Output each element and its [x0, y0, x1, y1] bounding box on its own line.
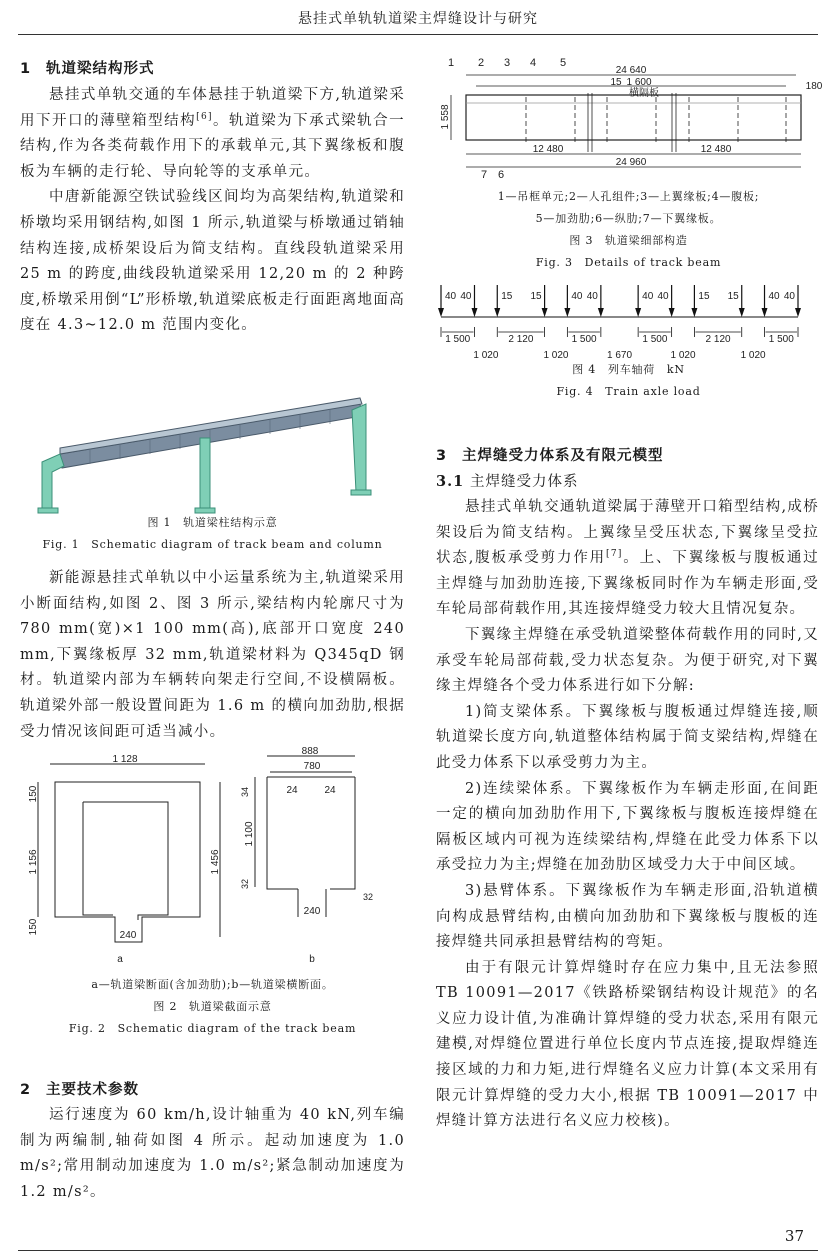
- load-label: 40: [783, 291, 795, 302]
- subfigure-label: a: [117, 954, 123, 965]
- section-title: 轨道梁结构形式: [46, 61, 155, 77]
- figure-1-caption: [20, 512, 405, 556]
- load-arrow-head: [438, 308, 444, 317]
- load-arrow-head: [471, 308, 477, 317]
- beam-side: [60, 404, 362, 468]
- left-column: [20, 56, 405, 339]
- load-arrow-head: [494, 308, 500, 317]
- figure-caption-cn: 图 4 列车轴荷 kN: [572, 363, 685, 376]
- figure-4-axle-load-chart: [436, 280, 826, 362]
- paragraph: 悬挂式单轨交通轨道梁属于薄壁开口箱型结构,成桥架设后为简支结构。上翼缘呈受压状态,下翼缘呈受拉状态,腹板承受剪力作用[7]。上、下翼缘板与腹板通过主焊缝与加劲肋连接,下翼缘板同时作为车辆走形面,受车轮局部荷载作用,其连接焊缝受力较大且情况复杂。: [436, 499, 819, 618]
- figure-legend: 1—吊框单元;2—人孔组件;3—上翼缘板;4—腹板;: [497, 190, 760, 203]
- load-arrow-head: [739, 308, 745, 317]
- spacing-label: 1 020: [543, 350, 569, 361]
- dim-label: 24: [286, 785, 298, 796]
- svg-text:2: 2: [478, 57, 485, 69]
- dim-label: 1 156: [28, 849, 39, 875]
- dim-label: 240: [303, 906, 321, 917]
- spacing-label: 1 020: [670, 350, 696, 361]
- citation: [7]: [606, 549, 623, 560]
- paragraph: 新能源悬挂式单轨以中小运量系统为主,轨道梁采用小断面结构,如图 2、图 3 所示,梁结构内轮廓尺寸为 780 mm(宽)×1 100 mm(高),底部开口宽度 240 mm,下翼缘板厚 32 mm,轨道梁材料为 Q345qD 钢材。轨道梁内部为车辆转向架走行空间,不设横隔板。轨道梁外部一般设置间距为 1.6 m 的横向加劲肋,根据受力情况该间距可适当减小。: [20, 570, 405, 740]
- dim-label: 12 480: [700, 144, 732, 155]
- paragraph: 运行速度为 60 km/h,设计轴重为 40 kN,列车编制为两编制,轴荷如图 4 所示。起动加速度为 1.0 m/s²;常用制动加速度为 1.0 m/s²;紧急制动加速度为 1.2 m/s²。: [20, 1107, 405, 1200]
- subsection-number: 3.1: [436, 473, 465, 490]
- section-number: 3: [436, 448, 448, 464]
- load-label: 40: [460, 291, 472, 302]
- dim-label: 1 456: [210, 849, 221, 875]
- load-arrow-head: [795, 308, 801, 317]
- load-arrow-head: [564, 308, 570, 317]
- figure-legend: 5—加劲肋;6—纵肋;7—下翼缘板。: [535, 212, 722, 225]
- dim-label: 240: [119, 930, 137, 941]
- subsection-3-1-heading: [436, 469, 819, 495]
- load-label: 40: [642, 291, 654, 302]
- load-label: 40: [571, 291, 583, 302]
- spacing-label: 1 020: [473, 350, 499, 361]
- load-label: 15: [698, 291, 710, 302]
- dim-label: 1 100: [244, 821, 255, 847]
- dim-label: 1 558: [440, 104, 451, 130]
- figure-1-track-beam-3d: [30, 392, 380, 517]
- load-label: 40: [586, 291, 598, 302]
- load-label: 40: [445, 291, 457, 302]
- stiffeners: [526, 97, 786, 145]
- dim-label: 24: [324, 785, 336, 796]
- dim-label: 横隔板: [629, 88, 659, 99]
- spacing-label: 1 670: [606, 350, 633, 361]
- dim-label: 15: [610, 77, 622, 88]
- footer-rule: [18, 1250, 818, 1251]
- figure-caption-cn: 图 2 轨道梁截面示意: [153, 1000, 272, 1013]
- running-header: 悬挂式单轨轨道梁主焊缝设计与研究: [298, 11, 538, 27]
- paragraph: 悬挂式单轨交通的车体悬挂于轨道梁下方,轨道梁采用下开口的薄壁箱型结构[6]。轨道梁为下承式梁轨合一结构,作为各类荷载作用下的承载单元,其下翼缘板和腹板为车辆的走行轮、导向轮等的支承单元。: [20, 87, 405, 180]
- section-b: [240, 746, 373, 965]
- figure-3-beam-details: [436, 55, 826, 185]
- dim-label: 12 480: [532, 144, 564, 155]
- left-column-3: [20, 1077, 405, 1205]
- section-a: [28, 754, 221, 965]
- left-column-2: [20, 566, 405, 745]
- paragraph: 中唐新能源空铁试验线区间均为高架结构,轨道梁和桥墩均采用钢结构,如图 1 所示,轨道梁与桥墩通过销轴结构连接,成桥架设后为简支结构。直线段轨道梁采用 25 m 的跨度,曲线段轨道梁采用 12,20 m 的 2 种跨度,桥墩采用倒“L”形桥墩,轨道梁底板走行面距离地面高度在 4.3~12.0 m 范围内变化。: [20, 189, 405, 334]
- section-number: 1: [20, 61, 32, 77]
- load-arrow-head: [542, 308, 548, 317]
- dim-label: 888: [301, 746, 319, 757]
- section-number: 2: [20, 1082, 32, 1098]
- section-title: 主要技术参数: [46, 1082, 139, 1098]
- load-arrow-head: [762, 308, 768, 317]
- subfigure-label: b: [309, 954, 315, 965]
- spacing-label: 1 500: [642, 334, 668, 345]
- svg-text:3: 3: [504, 57, 511, 69]
- subsection-title: 主焊缝受力体系: [470, 474, 579, 490]
- figure-caption-en: Fig. 4 Train axle load: [556, 385, 701, 398]
- dim-label: 150: [28, 785, 39, 803]
- figure-caption-en: Fig. 3 Details of track beam: [535, 256, 722, 269]
- load-label: 15: [530, 291, 542, 302]
- svg-text:6: 6: [498, 169, 505, 181]
- dim-label: 24 640: [615, 65, 647, 76]
- dim-label: 32: [362, 892, 374, 902]
- figure-3-caption: [436, 186, 821, 274]
- load-label: 40: [657, 291, 669, 302]
- figure-caption-en: Fig. 2 Schematic diagram of the track beam: [68, 1022, 357, 1035]
- spacing-label: 2 120: [705, 334, 731, 345]
- section-3-heading: [436, 443, 819, 469]
- paragraph: 由于有限元计算焊缝时存在应力集中,且无法参照 TB 10091—2017《铁路桥梁钢结构设计规范》的名义应力设计值,为准确计算焊缝的受力状态,采用有限元建模,对焊缝位置进行单位长度内节点连接,提取焊缝连接区域的力和力矩,进行焊缝名义应力计算(本文采用有限元计算焊缝的受力大小,根据 TB 10091—2017 中焊缝计算方法进行名义应力校核)。: [436, 959, 819, 1130]
- paragraph: 1)简支梁体系。下翼缘板与腹板通过焊缝连接,顺轨道梁长度方向,轨道整体结构属于简支梁结构,焊缝在此受力体系下以承受剪力为主。: [436, 703, 819, 771]
- dim-label: 1 600: [626, 77, 652, 88]
- figure-legend: a—轨道梁断面(含加劲肋);b—轨道梁横断面。: [91, 978, 334, 991]
- figure-4-caption: [436, 359, 821, 403]
- spacing-label: 1 500: [768, 334, 794, 345]
- load-arrow-head: [669, 308, 675, 317]
- svg-text:1: 1: [448, 57, 455, 69]
- load-arrow-head: [691, 308, 697, 317]
- figure-caption-cn: 图 3 轨道梁细部构造: [569, 234, 688, 247]
- paragraph: 下翼缘主焊缝在承受轨道梁整体荷载作用的同时,又承受车轮局部荷载,受力状态复杂。为便于研究,对下翼缘主焊缝各个受力体系进行如下分解:: [436, 626, 819, 695]
- load-label: 40: [768, 291, 780, 302]
- svg-text:4: 4: [530, 57, 537, 69]
- section-1-heading: [20, 56, 405, 82]
- page-number: 37: [784, 1227, 804, 1245]
- svg-text:7: 7: [481, 169, 488, 181]
- dim-label: 34: [240, 786, 250, 798]
- citation: [6]: [196, 111, 213, 122]
- spacing-label: 1 500: [445, 334, 471, 345]
- paragraph: 2)连续梁体系。下翼缘板作为车辆走形面,在间距一定的横向加劲肋作用下,下翼缘板与腹板连接焊缝在隔板区域内可视为连续梁结构,焊缝在此受力体系下以承受拉力为主;焊缝在加劲肋区域受力大于中间区域。: [436, 780, 819, 874]
- load-arrow-head: [635, 308, 641, 317]
- section-title: 主焊缝受力体系及有限元模型: [462, 448, 664, 464]
- figure-2-cross-sections: [28, 746, 415, 967]
- spacing-label: 1 020: [740, 350, 766, 361]
- svg-text:5: 5: [560, 57, 567, 69]
- load-label: 15: [727, 291, 739, 302]
- figure-2-caption: [20, 974, 405, 1040]
- load-label: 15: [501, 291, 513, 302]
- beam-top: [60, 398, 362, 454]
- section-2-heading: [20, 1077, 405, 1103]
- dim-label: 32: [240, 878, 250, 890]
- spacing-label: 1 500: [571, 334, 597, 345]
- paragraph: 3)悬臂体系。下翼缘板作为车辆走形面,沿轨道横向构成悬臂结构,由横向加劲肋和下翼缘板与腹板的连接焊缝共同承担悬臂结构的弯矩。: [436, 882, 819, 951]
- spacing-label: 2 120: [508, 334, 534, 345]
- dim-label: 780: [303, 761, 321, 772]
- dim-label: 24 960: [615, 157, 647, 168]
- dim-label: 150: [28, 918, 39, 936]
- figure-caption-cn: 图 1 轨道梁柱结构示意: [147, 516, 278, 529]
- dim-label: 1 128: [112, 754, 138, 765]
- header-rule: [18, 34, 818, 35]
- right-column: [436, 443, 819, 1135]
- dim-label: 180: [805, 81, 823, 92]
- figure-caption-en: Fig. 1 Schematic diagram of track beam and column: [42, 538, 383, 551]
- load-arrow-head: [598, 308, 604, 317]
